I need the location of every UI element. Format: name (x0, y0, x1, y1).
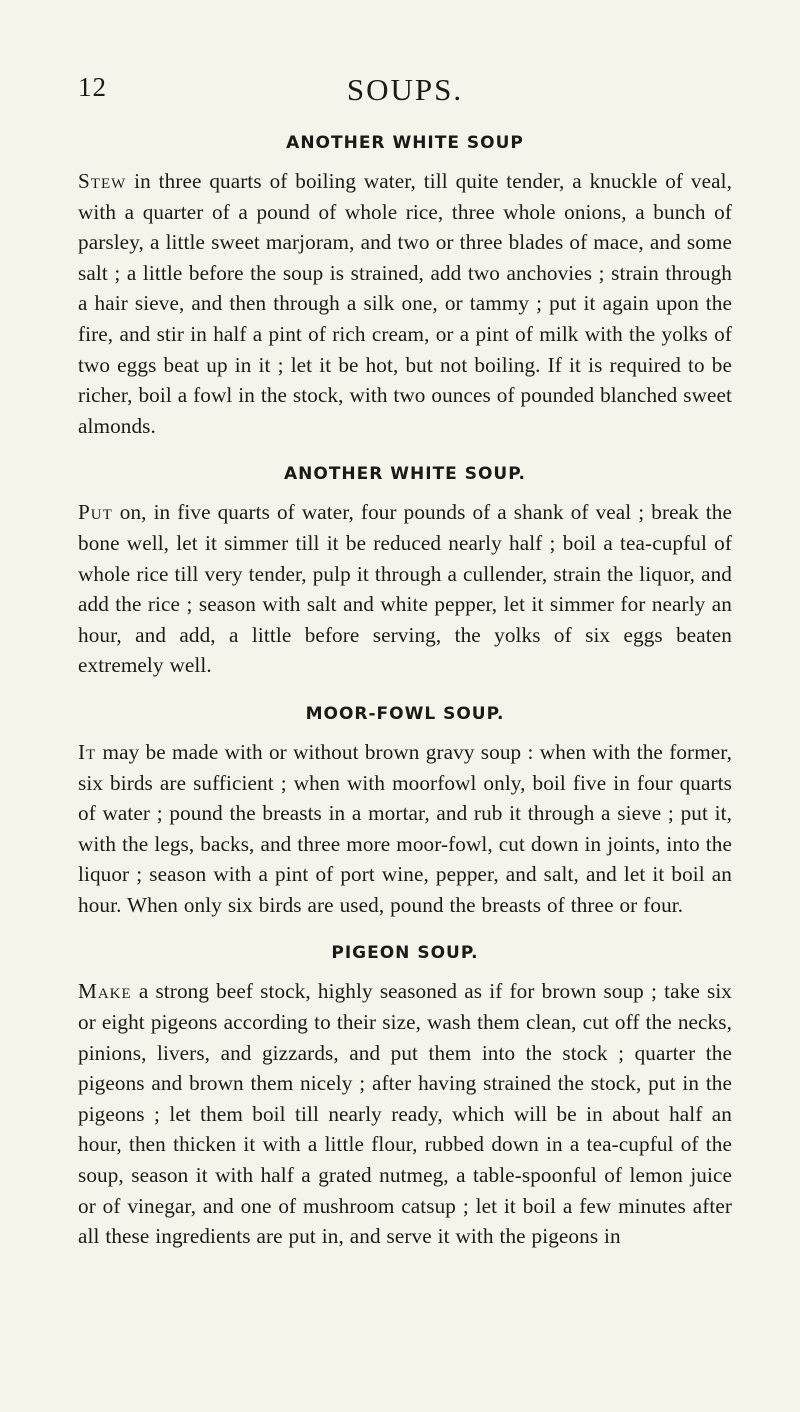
recipe-body: on, in five quarts of water, four pounds of a shank of veal ; break the bone well, let it simmer till it be reduced nearly half ; boil a tea-cupful of whole rice till very tender, pulp it through a cullender, strain the liquor, and add the rice ; season with salt and white pepper, let it simmer for nearly an hour, and add, a little before serving, the yolks of six eggs beaten extremely well. (78, 500, 732, 678)
recipe-text (78, 976, 732, 1251)
page-content (78, 132, 732, 1252)
running-head (78, 72, 732, 112)
recipe-first-word: Make (78, 979, 132, 1004)
recipe-text (78, 737, 732, 921)
running-title: SOUPS. (346, 72, 464, 107)
recipe-text (78, 497, 732, 681)
recipe-body: a strong beef stock, highly seasoned as if for brown soup ; take six or eight pigeons according to their size, wash them clean, cut off the necks, pinions, livers, and gizzards, and put them into the stock ; quarter the pigeons and brown them nicely ; after having strained the stock, put in the pigeons ; let them boil till nearly ready, which will be in about half an hour, then thicken it with a little flour, rubbed down in a tea-cupful of the soup, season it with half a grated nutmeg, a table-spoonful of lemon juice or of vinegar, and one of mushroom catsup ; let it boil a few minutes after all these ingredients are put in, and serve it with the pigeons in (78, 979, 732, 1249)
recipe-heading: MOOR-FOWL SOUP. (305, 703, 505, 724)
recipe-text (78, 166, 732, 441)
recipe-body: in three quarts of boiling water, till quite tender, a knuckle of veal, with a quarter of a pound of whole rice, three whole onions, a bunch of parsley, a little sweet marjoram, and two or three blades of mace, and some salt ; a little before the soup is strained, add two anchovies ; strain through a hair sieve, and then through a silk one, or tammy ; put it again upon the fire, and stir in half a pint of rich cream, or a pint of milk with the yolks of two eggs beat up in it ; let it be hot, but not boiling. If it is required to be richer, boil a fowl in the stock, with two ounces of pounded blanched sweet almonds. (78, 169, 732, 438)
recipe-first-word: It (78, 739, 97, 764)
page-number: 12 (78, 72, 107, 102)
recipe-heading: ANOTHER WHITE SOUP. (283, 464, 526, 485)
recipe-body: may be made with or without brown gravy soup : when with the former, six birds are sufficient ; when with moorfowl only, boil five in four quarts of water ; pound the breasts in a mortar, and rub it through a sieve ; put it, with the legs, backs, and three more moor-fowl, cut down in joints, into the liquor ; season with a pint of port wine, pepper, and salt, and let it boil an hour. When only six birds are used, pound the breasts of three or four. (78, 739, 732, 917)
recipe-pigeon-soup (78, 942, 732, 1251)
recipe-moor-fowl-soup (78, 703, 732, 921)
recipe-heading: ANOTHER WHITE SOUP (286, 133, 524, 153)
recipe-another-white-soup (78, 132, 732, 441)
recipe-first-word: Put (78, 500, 113, 525)
recipe-heading: PIGEON SOUP. (331, 943, 479, 964)
recipe-another-white-soup-2 (78, 463, 732, 681)
recipe-first-word: Stew (78, 169, 127, 193)
